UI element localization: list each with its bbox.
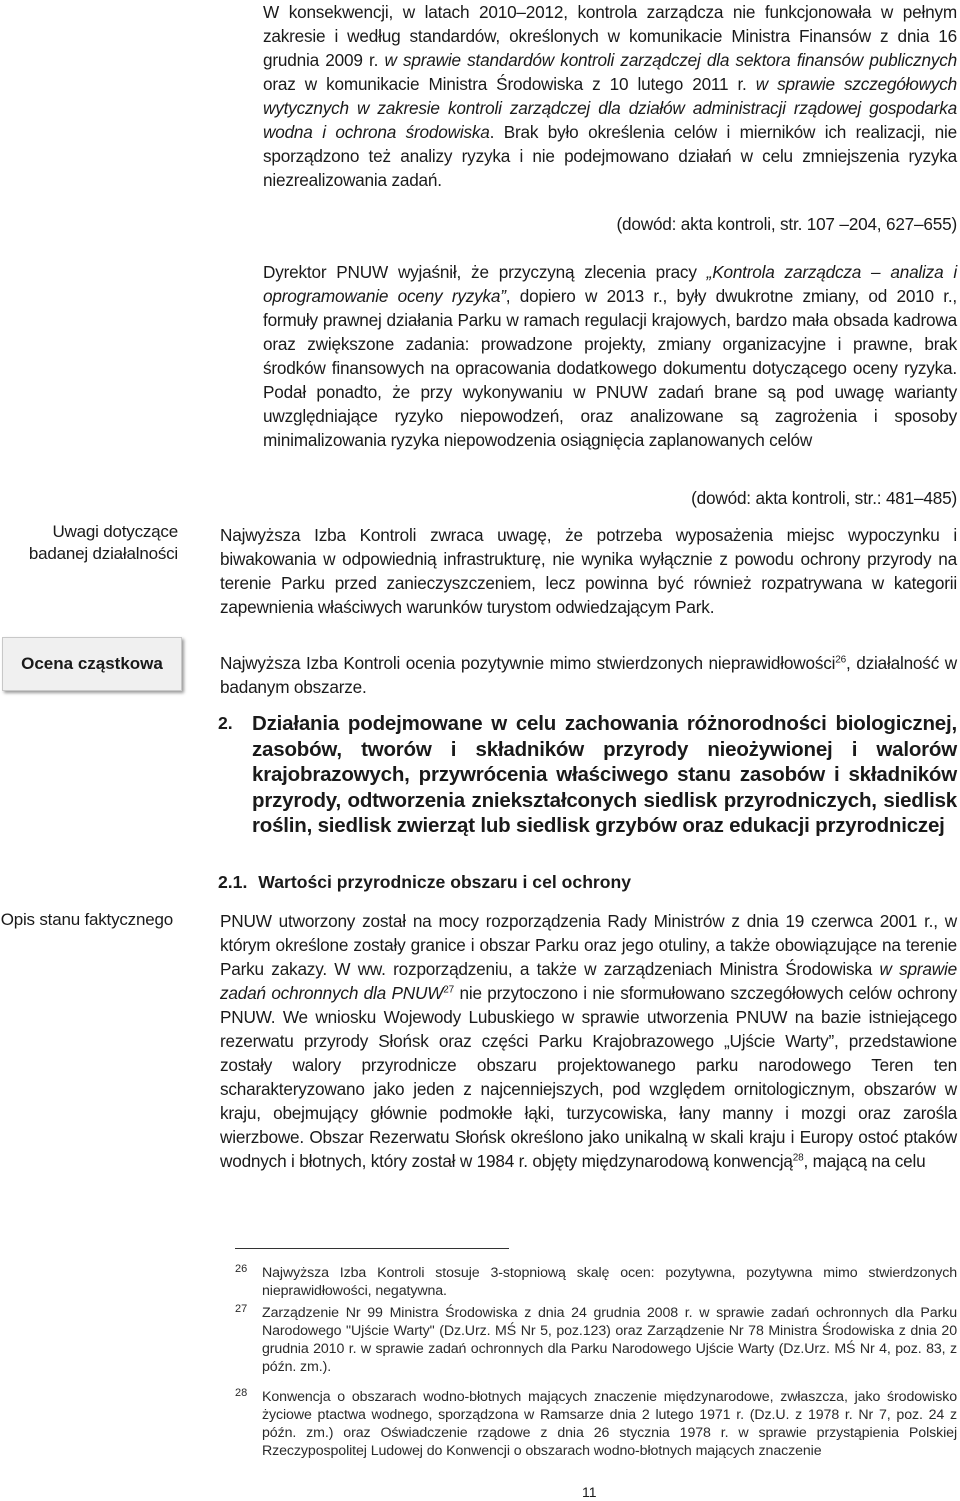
paragraph-text: . Brak było określenia celów i mierników ich realizacji, nie sporządzono też analizy ryzyka i nie podejmowano działań w celu zmniejszenia ryzyka niezrealizowania zadań. xyxy=(263,122,957,190)
paragraph-text: W konsekwencji, w latach 2010–2012, kontrola zarządcza nie funkcjonowała w pełnym zakresie i według standardów, określonych w komunikacie Ministra Finansów z dnia 16 grudnia 2009 r. xyxy=(263,2,957,70)
paragraph-nik-remark: Najwyższa Izba Kontroli zwraca uwagę, że potrzeba wyposażenia miejsc wypoczynku i biwakowania w odpowiednią infrastrukturę, nie wynika wyłącznie z powodu ochrony przyrody na terenie Parku przed zanieczyszczeniem, lecz powinna być również rozpatrywana w kategorii zapewnienia właściwych warunków turystom odwiedzającym Park. xyxy=(220,525,957,617)
footnote-ref[interactable]: 26 xyxy=(835,654,846,666)
sidebar-label-opis: Opis stanu faktycznego xyxy=(0,910,173,929)
paragraph-text: PNUW utworzony został na mocy rozporządzenia Rady Ministrów z dnia 19 czerwca 2001 r., w którym określone zostały granice i obszar Parku oraz jego otuliny, a także obowiązujące na terenie Parku zakazy. W ww. rozporządzeniu, a także w zarządzeniach Ministra Środowiska xyxy=(220,911,957,979)
footnote-ref[interactable]: 28 xyxy=(792,1152,804,1164)
subsection-heading xyxy=(218,872,958,893)
footnote-ref[interactable]: 27 xyxy=(443,984,454,996)
paragraph-pnuw-description xyxy=(220,909,957,1173)
footnote-28 xyxy=(235,1388,957,1460)
footnote-text: Najwyższa Izba Kontroli stosuje 3-stopniową skalę ocen: pozytywna, pozytywna mimo stwierdzonych nieprawidłowości, negatywna. xyxy=(262,1265,957,1299)
paragraph-text: , działalność w badanym obszarze. xyxy=(220,653,957,697)
footnote-number: 27 xyxy=(235,1303,248,1315)
paragraph-internal-control xyxy=(263,0,957,192)
paragraph-text: oraz w komunikacie Ministra Środowiska z 10 lutego 2011 r. xyxy=(263,74,756,94)
subsection-number: 2.1. xyxy=(218,872,248,892)
sidebar-label-uwagi: Uwagi dotyczące badanej działalności xyxy=(28,522,178,563)
footnote-text: Zarządzenie Nr 99 Ministra Środowiska z dnia 24 grudnia 2008 r. w sprawie zadań ochronnych dla Parku Narodowego "Ujście Warty" (Dz.Urz. MŚ Nr 5, poz.123) oraz Zarządzenie Nr 78 Ministra Środowiska z dnia 20 grudnia 2010 r. w sprawie zadań ochronnych dla Parku Narodowego Ujście Warty (Dz.Urz. MŚ Nr 4, poz. 83, z późn. zm.). xyxy=(262,1305,957,1375)
paragraph-text: , mającą na celu xyxy=(803,1151,926,1171)
paragraph-text: Najwyższa Izba Kontroli ocenia pozytywnie mimo stwierdzonych nieprawidłowości xyxy=(220,653,836,673)
footnote-number: 26 xyxy=(235,1263,248,1275)
evidence-reference: (dowód: akta kontroli, str.: 481–485) xyxy=(691,488,957,508)
paragraph-nik-assessment xyxy=(220,651,957,699)
footnote-27 xyxy=(235,1304,957,1376)
footnote-number: 28 xyxy=(235,1387,248,1399)
footnote-26 xyxy=(235,1264,957,1300)
italic-title: „Kontrola zarządcza – analiza i oprogramowanie oceny ryzyka” xyxy=(263,262,957,306)
italic-title: w sprawie zadań ochronnych dla PNUW xyxy=(220,959,957,1003)
footnote-text: Konwencja o obszarach wodno-błotnych mających znaczenie międzynarodowe, zwłaszcza, jako środowisko życiowe ptactwa wodnego, sporządzona w Ramsarze dnia 2 lutego 1971 r. (Dz.U. z 1978 r. Nr 7, poz. 24 z późn. zm.) oraz Oświadczenie rządowe z dnia 26 stycznia 1978 r. w sprawie przystąpienia Polskiej Rzeczypospolitej Ludowej do Konwencji o obszarach wodno-błotnych mających znaczenie xyxy=(262,1389,957,1459)
paragraph-text: nie przytoczono i nie sformułowano szczegółowych celów ochrony PNUW. We wniosku Wojewody Lubuskiego w sprawie utworzenia PNUW na bazie istniejącego rezerwatu przyrody Słońsk oraz części Parku Krajobrazowego „Ujście Warty”, przedstawione zostały walory przyrodnicze obszaru projektowanego parku narodowego Teren ten scharakteryzowano jako jeden z najcenniejszych, pod względem ornitologicznym, obszarów w kraju, obejmujący głównie podmokłe łąki, turzycowiska, łany manny i mozgi oraz zarośla wierzbowe. Obszar Rezerwatu Słońsk określono jako unikalną w skali kraju i Europy ostoć ptaków wodnych i błotnych, który został w 1984 r. objęty międzynarodową konwencją xyxy=(220,983,957,1171)
section-title: Działania podejmowane w celu zachowania różnorodności biologicznej, zasobów, tworów i składników przyrody nieożywionej i walorów krajobrazowych, przywrócenia właściwego stanu zasobów i składników przyrody, odtworzenia zniekształconych siedlisk przyrodniczych, siedlisk roślin, siedlisk zwierząt lub siedlisk grzybów oraz edukacji przyrodniczej xyxy=(252,712,957,837)
paragraph-text: , dopiero w 2013 r., były dwukrotne zmiany, od 2010 r., formuły prawnej działania Parku w ramach regulacji krajowych, bardzo mała obsada kadrowa oraz zwiększone zadania: prowadzone projekty, zmiany organizacyjne i prawne, brak środków finansowych na opracowania dodatkowego dokumentu dotyczącego oceny ryzyka. Podał ponadto, że przy wykonywaniu w PNUW zadań brane są pod uwagę warianty uwzględniające ryzyko niepowodzeń, oraz analizowane są zagrożenia i sposoby minimalizowania ryzyka niepowodzenia osiągnięcia zaplanowanych celów xyxy=(263,286,957,450)
footnote-separator xyxy=(235,1248,509,1249)
section-number: 2. xyxy=(218,713,233,733)
paragraph-director-explanation xyxy=(263,260,957,452)
subsection-title: Wartości przyrodnicze obszaru i cel ochrony xyxy=(258,872,632,892)
paragraph-text: Dyrektor PNUW wyjaśnił, że przyczyną zlecenia pracy xyxy=(263,262,707,282)
sidebar-box-ocena: Ocena cząstkowa xyxy=(2,637,182,691)
italic-title: w sprawie standardów kontroli zarządczej dla sektora finansów publicznych xyxy=(384,50,957,70)
italic-title: w sprawie szczegółowych wytycznych w zakresie kontroli zarządczej dla działów administracji rządowej gospodarka wodna i ochrona środowiska xyxy=(263,74,957,142)
evidence-reference: (dowód: akta kontroli, str. 107 –204, 627–655) xyxy=(616,214,957,234)
page-number: 11 xyxy=(582,1484,597,1500)
